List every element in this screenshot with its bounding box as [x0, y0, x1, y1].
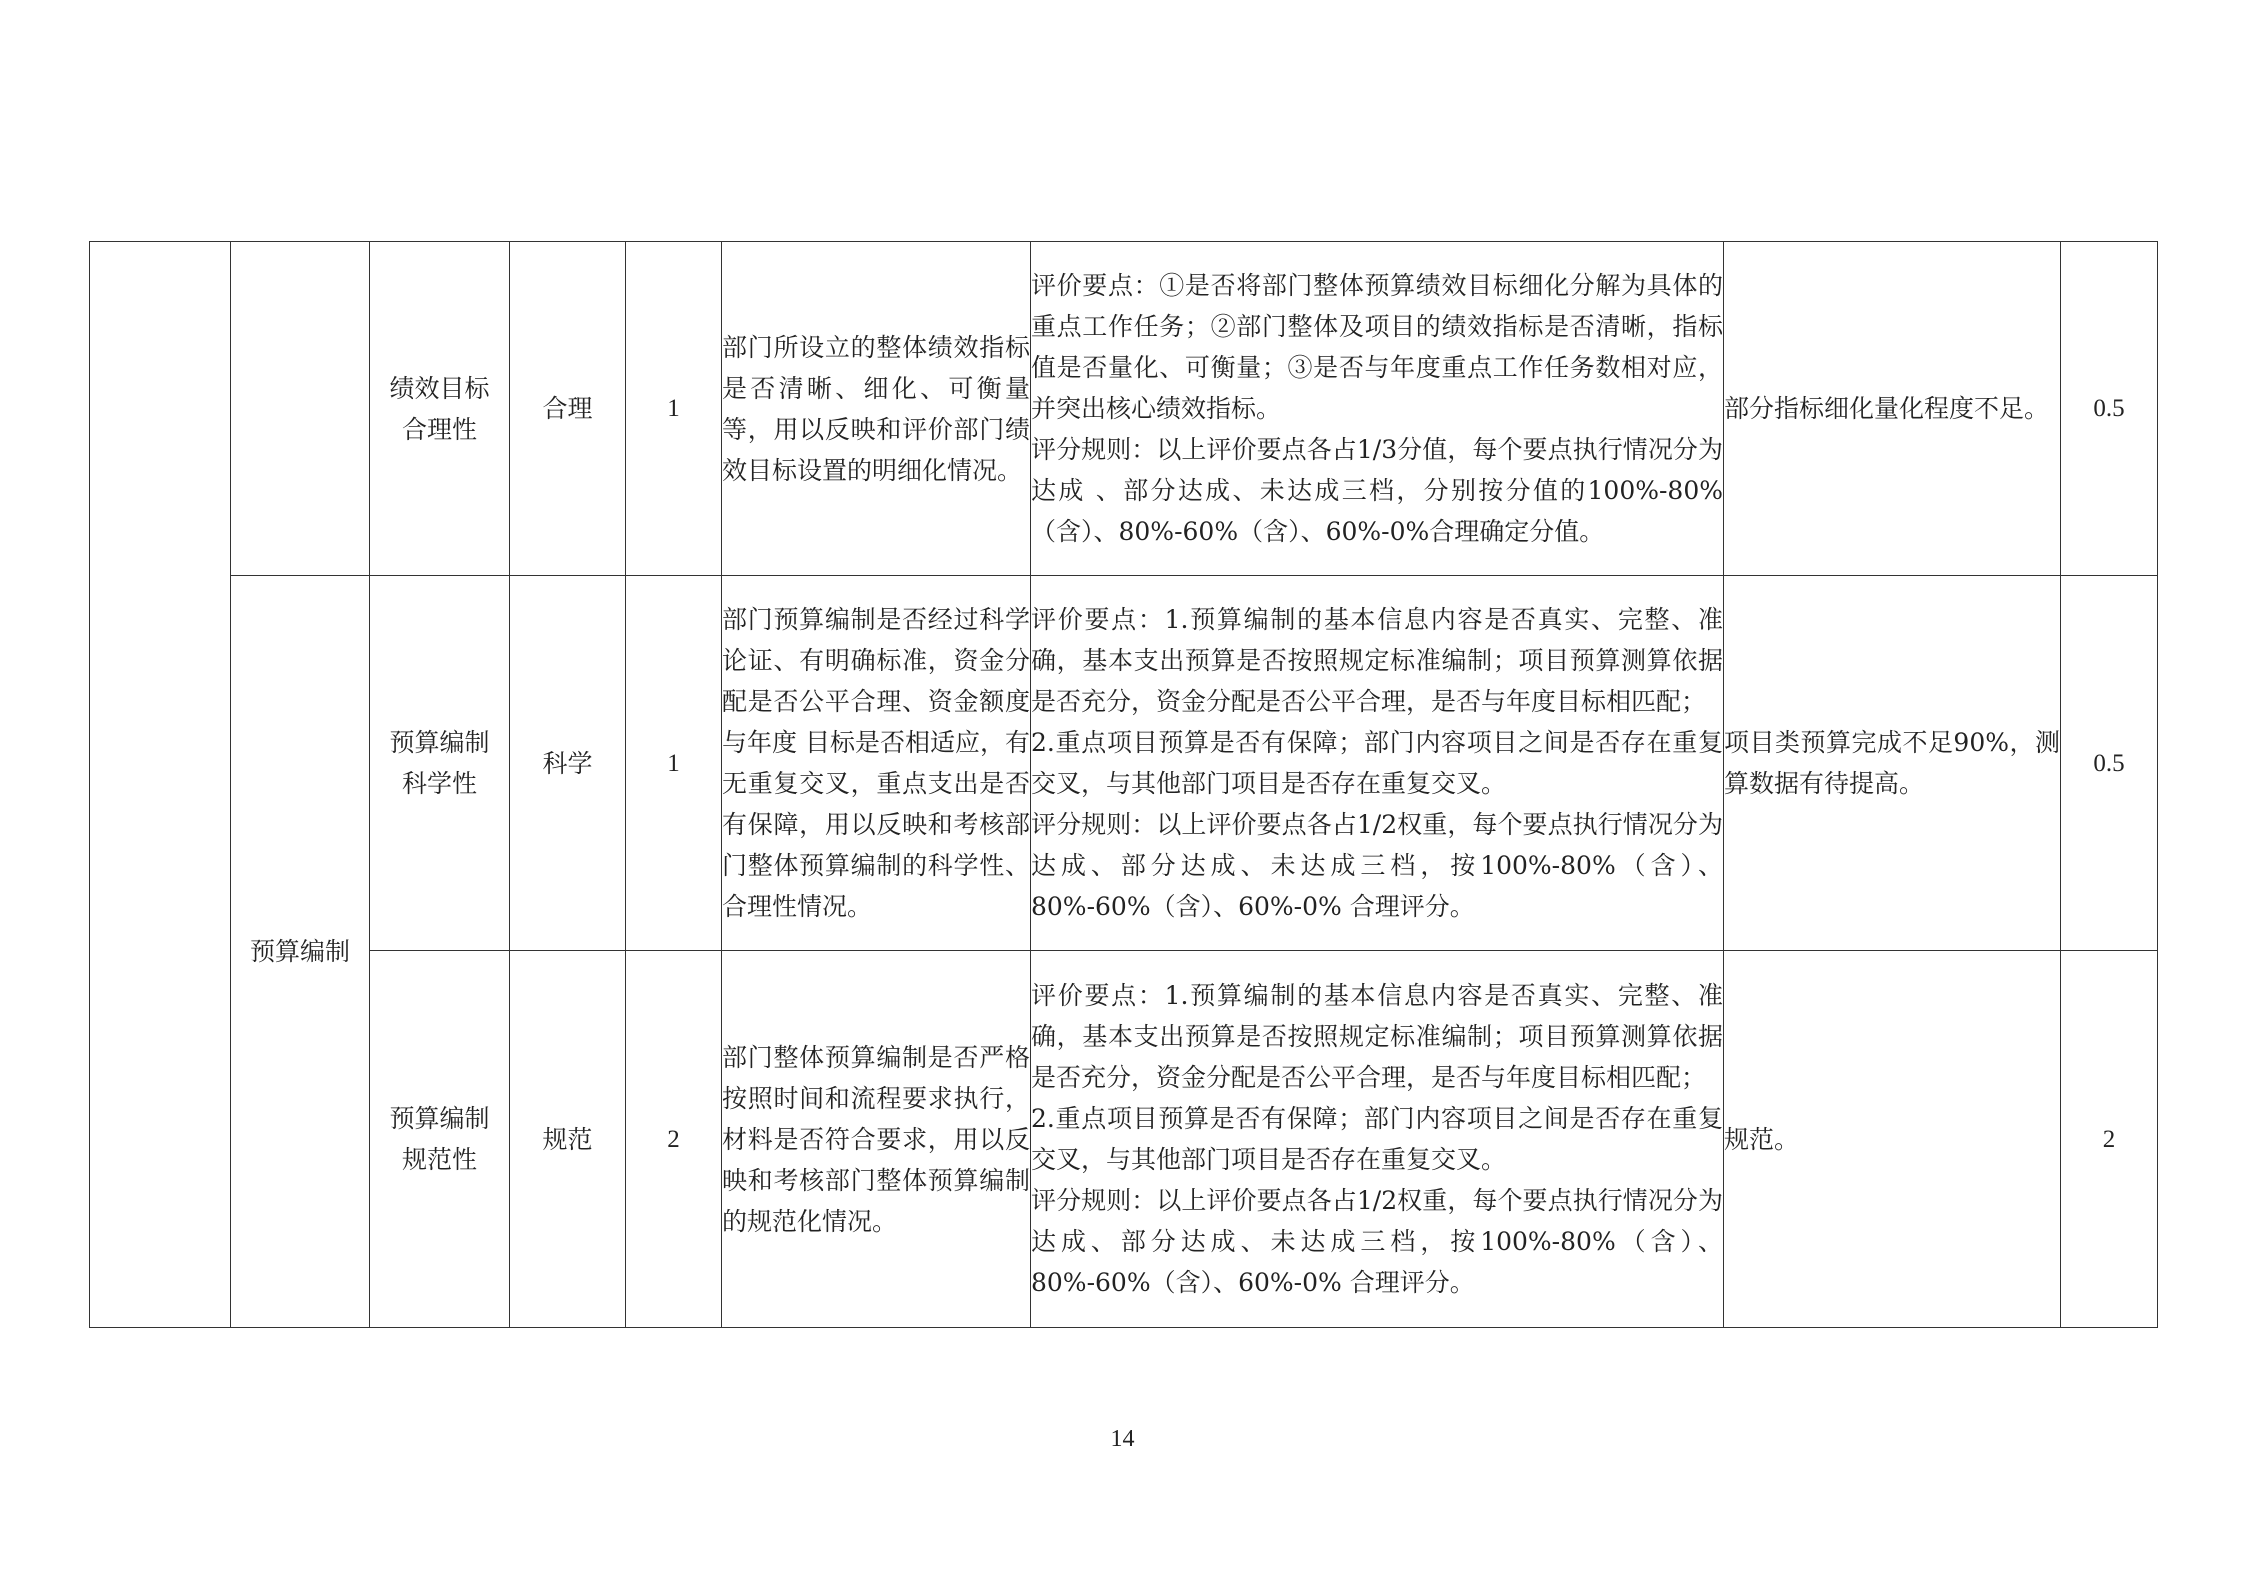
indicator-cell: 绩效目标 合理性 — [370, 242, 510, 576]
issue-cell: 部分指标细化量化程度不足。 — [1724, 242, 2061, 576]
score-cell: 2 — [2061, 951, 2158, 1328]
issue-cell: 规范。 — [1724, 951, 2061, 1328]
evaluation-table — [89, 241, 2158, 1328]
description-cell: 部门所设立的整体绩效指标是否清晰、细化、可衡量等，用以反映和评价部门绩效目标设置的明细化情况。 — [722, 242, 1031, 576]
score-cell: 0.5 — [2061, 242, 2158, 576]
weight-cell: 1 — [626, 576, 722, 951]
table-row — [90, 242, 2158, 576]
requirement-cell: 评价要点：1.预算编制的基本信息内容是否真实、完整、准确，基本支出预算是否按照规定标准编制；项目预算测算依据是否充分，资金分配是否公平合理，是否与年度目标相匹配； 2.重点项目预算是否有保障；部门内容项目之间是否存在重复交叉，与其他部门项目是否存在重复交叉。 评分规则：以上评价要点各占1/2权重，每个要点执行情况分为达成、部分达成、未达成三档，按100%-80%（含）、80%-60%（含）、60%-0% 合理评分。 — [1031, 951, 1724, 1328]
table-row — [90, 576, 2158, 951]
table-row — [90, 951, 2158, 1328]
indicator-cell: 预算编制 规范性 — [370, 951, 510, 1328]
score-cell: 0.5 — [2061, 576, 2158, 951]
indicator-cell: 预算编制 科学性 — [370, 576, 510, 951]
issue-cell: 项目类预算完成不足90%，测算数据有待提高。 — [1724, 576, 2061, 951]
page-number: 14 — [1110, 1426, 1135, 1452]
requirement-cell: 评价要点：①是否将部门整体预算绩效目标细化分解为具体的重点工作任务；②部门整体及项目的绩效指标是否清晰，指标值是否量化、可衡量；③是否与年度重点工作任务数相对应，并突出核心绩效指标。 评分规则：以上评价要点各占1/3分值，每个要点执行情况分为达成 、部分达成、未达成三档，分别按分值的100%-80%（含）、80%-60%（含）、60%-0%合理确定分值。 — [1031, 242, 1724, 576]
criterion-cell: 规范 — [510, 951, 626, 1328]
criterion-cell: 合理 — [510, 242, 626, 576]
description-cell: 部门整体预算编制是否严格按照时间和流程要求执行，材料是否符合要求，用以反映和考核部门整体预算编制的规范化情况。 — [722, 951, 1031, 1328]
description-cell: 部门预算编制是否经过科学论证、有明确标准，资金分配是否公平合理、资金额度与年度 目标是否相适应，有无重复交叉，重点支出是否有保障，用以反映和考核部门整体预算编制的科学性、合理性情况。 — [722, 576, 1031, 951]
level1-cell — [90, 242, 231, 1328]
blank-cell — [231, 242, 370, 576]
criterion-cell: 科学 — [510, 576, 626, 951]
weight-cell: 2 — [626, 951, 722, 1328]
group-label-cell: 预算编制 — [231, 576, 370, 1328]
weight-cell: 1 — [626, 242, 722, 576]
requirement-cell: 评价要点：1.预算编制的基本信息内容是否真实、完整、准确，基本支出预算是否按照规定标准编制；项目预算测算依据是否充分，资金分配是否公平合理，是否与年度目标相匹配； 2.重点项目预算是否有保障；部门内容项目之间是否存在重复交叉，与其他部门项目是否存在重复交叉。 评分规则：以上评价要点各占1/2权重，每个要点执行情况分为达成、部分达成、未达成三档，按100%-80%（含）、80%-60%（含）、60%-0% 合理评分。 — [1031, 576, 1724, 951]
